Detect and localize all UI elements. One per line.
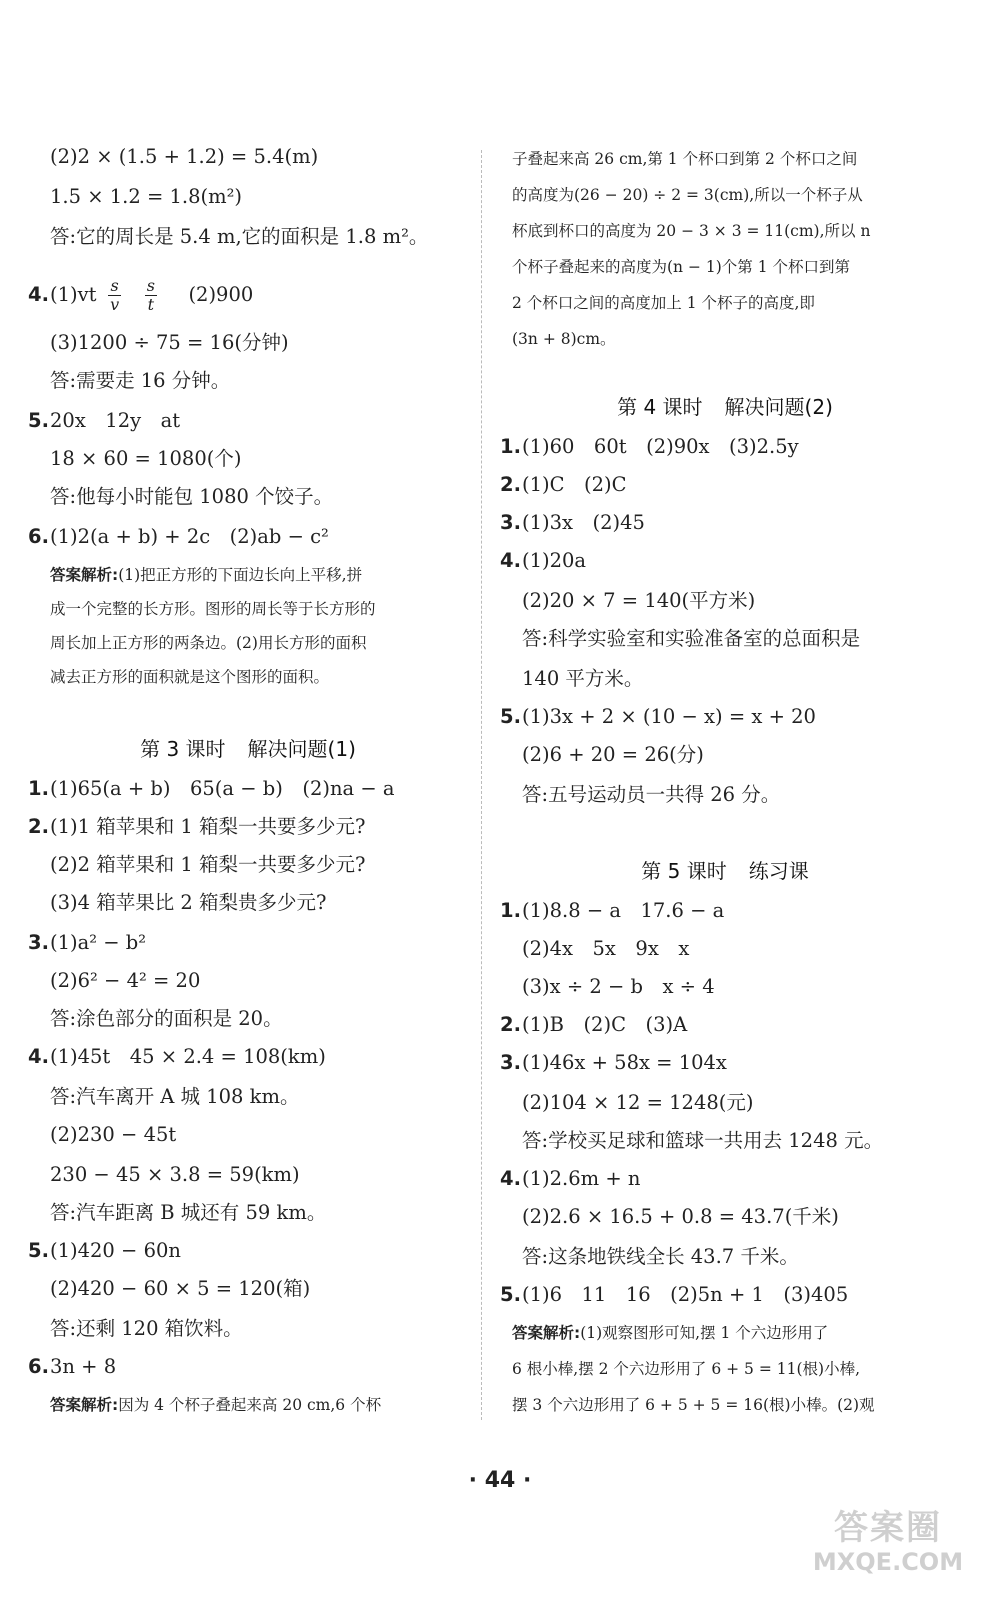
explanation-line: 2 个杯口之间的高度加上 1 个杯子的高度,即 <box>512 294 815 312</box>
answer-line: (3)x ÷ 2 − b x ÷ 4 <box>522 975 715 998</box>
section-lesson: 第 5 课时 <box>641 859 727 883</box>
answer-line: (3)4 箱苹果比 2 箱梨贵多少元? <box>50 891 327 914</box>
question-3 <box>500 1048 727 1078</box>
answer-text: (1)B (2)C (3)A <box>522 1013 688 1036</box>
answer-line: (2)6 + 20 = 26(分) <box>522 743 704 766</box>
answer-line: 答:涂色部分的面积是 20。 <box>50 1007 283 1030</box>
question-number: 4. <box>500 549 521 572</box>
explanation-line: (3n + 8)cm。 <box>512 330 616 348</box>
question-number: 5. <box>500 1283 521 1306</box>
fraction-numerator: s <box>110 276 119 295</box>
answer-text: (1)C (2)C <box>522 473 627 496</box>
answer-line: (2)2 箱苹果和 1 箱梨一共要多少元? <box>50 853 366 876</box>
answer-text: (1)65(a + b) 65(a − b) (2)na − a <box>50 777 395 800</box>
question-number: 6. <box>28 525 49 548</box>
question-1 <box>500 432 799 462</box>
answer-line: (2)2.6 × 16.5 + 0.8 = 43.7(千米) <box>522 1205 839 1228</box>
watermark-logo <box>798 1508 978 1580</box>
answer-text: (1)6 11 16 (2)5n + 1 (3)405 <box>522 1283 849 1306</box>
answer-text: (1)20a <box>522 549 587 572</box>
answer-text: (1)1 箱苹果和 1 箱梨一共要多少元? <box>50 815 366 838</box>
section-topic: 解决问题(1) <box>247 737 356 761</box>
answer-line: 答:学校买足球和篮球一共用去 1248 元。 <box>522 1129 884 1152</box>
answer-line: (2)6² − 4² = 20 <box>50 969 201 992</box>
answer-line: 答:还剩 120 箱饮料。 <box>50 1317 243 1340</box>
answer-line: 答:需要走 16 分钟。 <box>50 369 231 392</box>
explanation-line: 的高度为(26 − 20) ÷ 2 = 3(cm),所以一个杯子从 <box>512 186 863 204</box>
answer-text: (1)46x + 58x = 104x <box>522 1051 727 1074</box>
question-number: 2. <box>28 815 49 838</box>
answer-line: 答:这条地铁线全长 43.7 千米。 <box>522 1245 799 1268</box>
section-lesson: 第 4 课时 <box>617 395 703 419</box>
question-6 <box>28 522 329 552</box>
question-number: 1. <box>500 899 521 922</box>
question-5 <box>28 1236 181 1266</box>
explanation-line <box>50 1392 381 1418</box>
answer-text: 3n + 8 <box>50 1355 117 1378</box>
question-2 <box>28 812 366 842</box>
answer-line: 1.5 × 1.2 = 1.8(m²) <box>50 185 243 208</box>
answer-text: (1)45t 45 × 2.4 = 108(km) <box>50 1045 326 1068</box>
explanation-line: 6 根小棒,摆 2 个六边形用了 6 + 5 = 11(根)小棒, <box>512 1360 861 1378</box>
answer-line: (2)420 − 60 × 5 = 120(箱) <box>50 1277 311 1300</box>
answer-text: (1)2(a + b) + 2c (2)ab − c² <box>50 525 329 548</box>
answer-line: 140 平方米。 <box>522 667 644 690</box>
explanation-line <box>512 1320 828 1346</box>
question-4 <box>500 1164 640 1194</box>
question-3 <box>28 928 146 958</box>
question-5 <box>28 406 180 436</box>
explanation-line: 杯底到杯口的高度为 20 − 3 × 3 = 11(cm),所以 n <box>512 222 871 240</box>
page-number: · 44 · <box>468 1468 532 1493</box>
fraction-numerator: s <box>146 276 155 295</box>
question-3 <box>500 508 645 538</box>
question-2 <box>500 1010 687 1040</box>
answer-line: (2)104 × 12 = 1248(元) <box>522 1091 754 1114</box>
question-5 <box>500 1280 848 1310</box>
question-6 <box>28 1352 116 1382</box>
question-4 <box>500 546 586 576</box>
explanation-line: 个杯子叠起来的高度为(n − 1)个第 1 个杯口到第 <box>512 258 850 276</box>
question-number: 1. <box>28 777 49 800</box>
question-4 <box>28 272 253 318</box>
answer-text: (1)a² − b² <box>50 931 147 954</box>
question-number: 1. <box>500 435 521 458</box>
answer-line: 230 − 45 × 3.8 = 59(km) <box>50 1163 300 1186</box>
answer-line: 答:汽车离开 A 城 108 km。 <box>50 1085 300 1108</box>
section-topic: 练习课 <box>748 859 809 883</box>
question-4 <box>28 1042 326 1072</box>
explanation-line: 摆 3 个六边形用了 6 + 5 + 5 = 16(根)小棒。(2)观 <box>512 1396 875 1414</box>
explanation-label: 答案解析: <box>50 566 119 584</box>
question-2 <box>500 470 627 500</box>
question-number: 5. <box>28 1239 49 1262</box>
watermark-url: MXQE.COM <box>812 1548 964 1576</box>
answer-line: (2)20 × 7 = 140(平方米) <box>522 589 756 612</box>
answer-text: (1)420 − 60n <box>50 1239 181 1262</box>
answer-line: (3)1200 ÷ 75 = 16(分钟) <box>50 331 289 354</box>
answer-line: (2)230 − 45t <box>50 1123 177 1146</box>
column-divider <box>481 150 482 1420</box>
answer-text: (1)3x (2)45 <box>522 511 645 534</box>
question-number: 3. <box>28 931 49 954</box>
fraction <box>108 277 120 314</box>
answer-line: (2)2 × (1.5 + 1.2) = 5.4(m) <box>50 145 319 168</box>
answer-line: (2)4x 5x 9x x <box>522 937 690 960</box>
answer-text: (2)900 <box>188 283 254 306</box>
explanation-text: (1)把正方形的下面边长向上平移,拼 <box>118 566 363 584</box>
answer-text: 20x 12y at <box>50 409 181 432</box>
answer-line: 答:它的周长是 5.4 m,它的面积是 1.8 m²。 <box>50 225 429 248</box>
fraction-denominator: t <box>147 295 155 314</box>
answer-text: (1)8.8 − a 17.6 − a <box>522 899 725 922</box>
question-number: 4. <box>28 283 49 306</box>
explanation-line: 减去正方形的面积就是这个图形的面积。 <box>50 668 330 686</box>
explanation-line: 子叠起来高 26 cm,第 1 个杯口到第 2 个杯口之间 <box>512 150 858 168</box>
fraction-denominator: v <box>110 295 120 314</box>
answer-line: 答:五号运动员一共得 26 分。 <box>522 783 781 806</box>
answer-text: (1)60 60t (2)90x (3)2.5y <box>522 435 799 458</box>
question-number: 4. <box>28 1045 49 1068</box>
question-number: 3. <box>500 1051 521 1074</box>
question-number: 6. <box>28 1355 49 1378</box>
section-lesson: 第 3 课时 <box>140 737 226 761</box>
question-1 <box>28 774 395 804</box>
question-number: 2. <box>500 473 521 496</box>
watermark-text: 答案圈 <box>834 1508 942 1548</box>
question-number: 5. <box>500 705 521 728</box>
explanation-line <box>50 562 362 588</box>
explanation-text: (1)观察图形可知,摆 1 个六边形用了 <box>580 1324 829 1342</box>
question-number: 4. <box>500 1167 521 1190</box>
question-number: 3. <box>500 511 521 534</box>
answer-line: 18 × 60 = 1080(个) <box>50 447 242 470</box>
answer-line: 答:汽车距离 B 城还有 59 km。 <box>50 1201 327 1224</box>
answer-line: 答:科学实验室和实验准备室的总面积是 <box>522 627 861 650</box>
question-number: 2. <box>500 1013 521 1036</box>
explanation-line: 周长加上正方形的两条边。(2)用长方形的面积 <box>50 634 367 652</box>
explanation-line: 成一个完整的长方形。图形的周长等于长方形的 <box>50 600 376 618</box>
explanation-label: 答案解析: <box>512 1324 581 1342</box>
answer-text: (1)vt <box>50 283 97 306</box>
section-heading <box>28 734 468 764</box>
answer-line: 答:他每小时能包 1080 个饺子。 <box>50 485 334 508</box>
answer-text: (1)3x + 2 × (10 − x) = x + 20 <box>522 705 816 728</box>
section-heading <box>500 392 950 422</box>
answer-text: (1)2.6m + n <box>522 1167 641 1190</box>
fraction <box>145 277 157 314</box>
explanation-label: 答案解析: <box>50 1396 119 1414</box>
question-1 <box>500 896 724 926</box>
explanation-text: 因为 4 个杯子叠起来高 20 cm,6 个杯 <box>118 1396 382 1414</box>
section-topic: 解决问题(2) <box>724 395 833 419</box>
question-number: 5. <box>28 409 49 432</box>
section-heading <box>500 856 950 886</box>
question-5 <box>500 702 816 732</box>
